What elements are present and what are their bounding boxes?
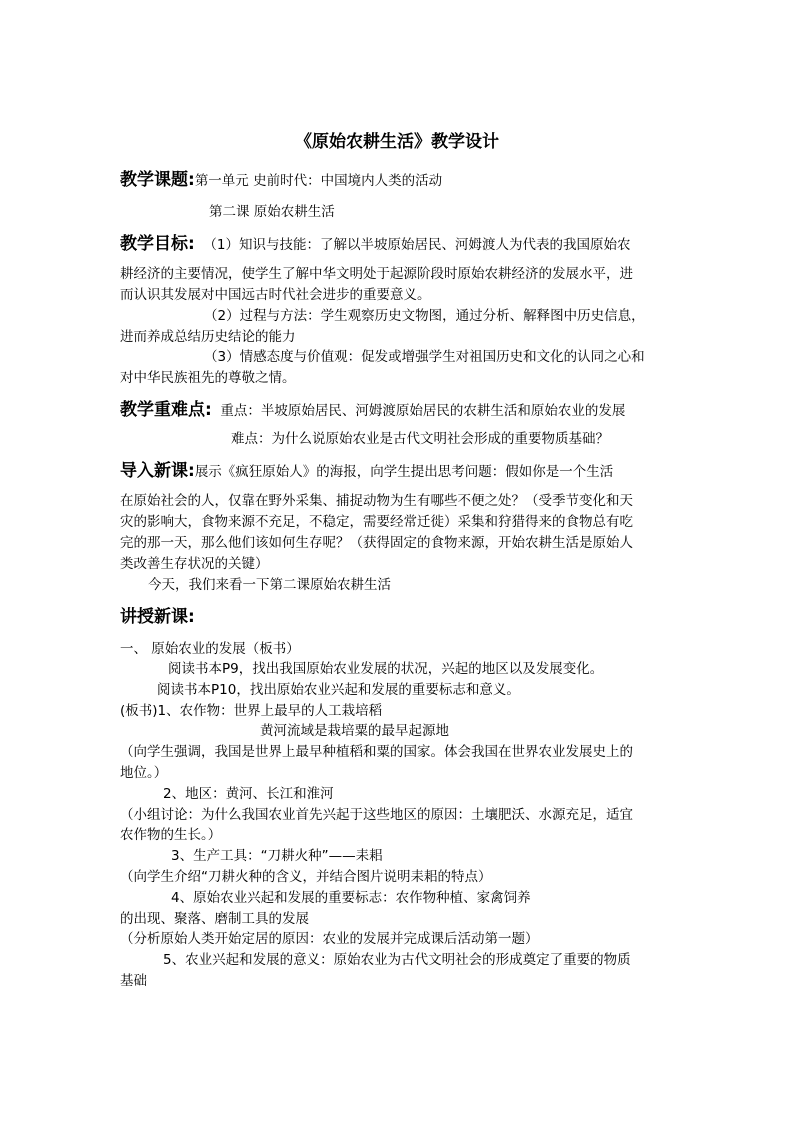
topic-row <box>120 171 442 190</box>
objectives-line-2: 耕经济的主要情况，使学生了解中华文明处于起源阶段时原始农耕经济的发展水平，进 <box>120 266 633 282</box>
intro-label: 导入新课: <box>120 461 195 481</box>
lecture-line: 5、农业兴起和发展的意义：原始农业为古代文明社会的形成奠定了重要的物质 <box>163 952 631 968</box>
keypoints-label: 教学重难点: <box>120 400 212 420</box>
intro-line-6: 今天，我们来看一下第二课原始农耕生活 <box>148 577 391 593</box>
intro-line-2: 在原始社会的人，仅靠在野外采集、捕捉动物为生有哪些不便之处？（受季节变化和天 <box>120 493 633 509</box>
page-title: 《原始农耕生活》教学设计 <box>295 132 499 152</box>
lecture-line: (板书)1、农作物：世界上最早的人工栽培稻 <box>120 703 383 719</box>
keypoints-row <box>120 401 625 420</box>
lecture-line: 基础 <box>120 973 147 989</box>
objectives-line-4: （2）过程与方法：学生观察历史文物图，通过分析、解释图中历史信息， <box>204 308 645 324</box>
objectives-row <box>120 235 631 254</box>
lecture-line: 3、生产工具：“刀耕火种”——耒耜 <box>171 848 383 864</box>
objectives-line-3: 而认识其发展对中国远古时代社会进步的重要意义。 <box>120 287 431 303</box>
lecture-line: 地位。） <box>120 765 168 781</box>
objectives-line-5: 进而养成总结历史结论的能力 <box>120 329 296 345</box>
intro-row <box>120 462 613 481</box>
lecture-label: 讲授新课: <box>120 607 195 627</box>
lecture-line: 一、 原始农业的发展（板书） <box>120 641 300 657</box>
lecture-line: （向学生介绍“刀耕火种的含义，并结合图片说明耒耜的特点） <box>120 869 492 885</box>
objectives-label: 教学目标: <box>120 234 195 254</box>
keypoints-line-2: 难点：为什么说原始农业是古代文明社会形成的重要物质基础？ <box>231 431 609 447</box>
objectives-line-7: 对中华民族祖先的尊敬之情。 <box>120 370 296 386</box>
lecture-line: 的出现、聚落、磨制工具的发展 <box>120 911 309 927</box>
intro-line-3: 灾的影响大，食物来源不充足，不稳定，需要经常迁徙）采集和狩猎得来的食物总有吃 <box>120 514 633 530</box>
topic-line-2: 第二课 原始农耕生活 <box>209 204 335 220</box>
lecture-line: 2、地区：黄河、长江和淮河 <box>163 786 334 802</box>
lecture-line: 农作物的生长。） <box>120 827 222 843</box>
objectives-line-6: （3）情感态度与价值观：促发或增强学生对祖国历史和文化的认同之心和 <box>204 349 645 365</box>
lecture-line: 阅读书本P10，找出原始农业兴起和发展的重要标志和意义。 <box>157 682 520 698</box>
lecture-line: 黄河流域是栽培粟的最早起源地 <box>260 723 449 739</box>
lecture-line: 4、原始农业兴起和发展的重要标志：农作物种植、家禽饲养 <box>171 890 531 906</box>
topic-label: 教学课题: <box>120 170 195 190</box>
lecture-line: （向学生强调，我国是世界上最早种植稻和粟的国家。体会我国在世界农业发展史上的 <box>120 744 633 760</box>
lecture-line: 阅读书本P9，找出我国原始农业发展的状况，兴起的地区以及发展变化。 <box>168 661 604 677</box>
topic-line-1: 第一单元 史前时代：中国境内人类的活动 <box>194 173 443 189</box>
lecture-line: （小组讨论：为什么我国农业首先兴起于这些地区的原因：土壤肥沃、水源充足，适宜 <box>120 807 633 823</box>
objectives-line-1: （1）知识与技能：了解以半坡原始居民、河姆渡人为代表的我国原始农 <box>203 237 631 253</box>
intro-line-5: 类改善生存状况的关键） <box>120 556 269 572</box>
intro-line-4: 完的那一天，那么他们该如何生存呢？（获得固定的食物来源，开始农耕生活是原始人 <box>120 535 633 551</box>
keypoints-line-1: 重点：半坡原始居民、河姆渡原始居民的农耕生活和原始农业的发展 <box>220 403 626 419</box>
intro-line-1: 展示《疯狂原始人》的海报，向学生提出思考问题：假如你是一个生活 <box>194 464 614 480</box>
lecture-line: （分析原始人类开始定居的原因：农业的发展并完成课后活动第一题） <box>120 931 539 947</box>
